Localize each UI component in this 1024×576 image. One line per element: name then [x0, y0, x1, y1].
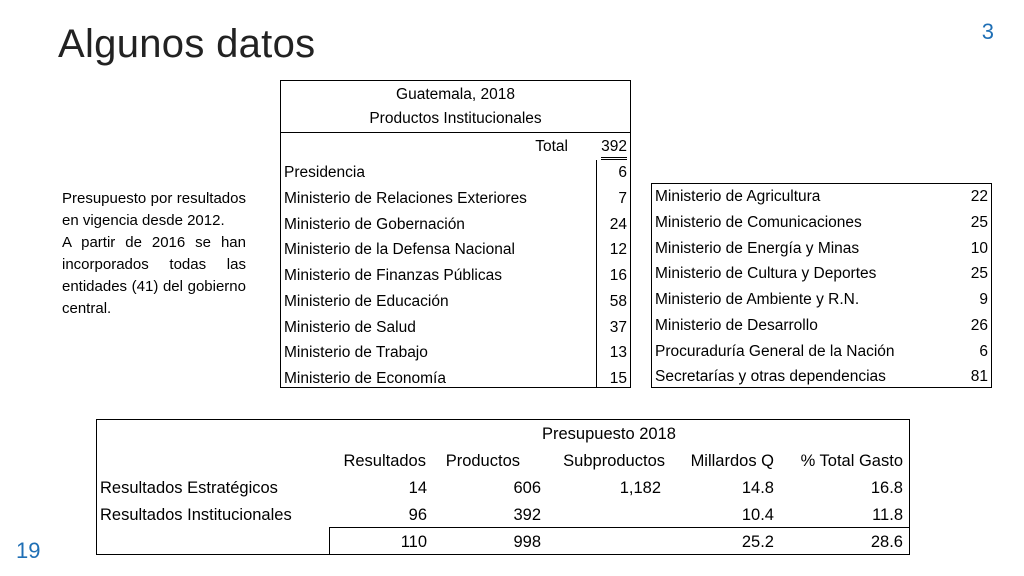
- institution-name: Ministerio de Salud: [284, 318, 416, 336]
- institution-name: Ministerio de Finanzas Públicas: [284, 267, 502, 284]
- table-title-subject: Productos Institucionales: [369, 110, 542, 127]
- product-count: 9: [979, 291, 988, 308]
- product-count: 25: [970, 213, 988, 231]
- institution-name: Ministerio de Cultura y Deportes: [655, 265, 877, 283]
- total-productos: 998: [513, 533, 541, 551]
- table-row: [652, 236, 991, 262]
- table-row: [281, 263, 596, 289]
- slide-number-bottom: 19: [16, 538, 41, 563]
- estrategicos-resultados: 14: [408, 479, 427, 497]
- value-cell: [597, 340, 630, 366]
- table-row: [652, 210, 991, 236]
- table-row: [652, 364, 991, 390]
- table-row: [652, 184, 991, 210]
- institution-name: Ministerio de Gobernación: [284, 215, 465, 233]
- total-resultados: 110: [400, 533, 427, 551]
- product-count: 12: [609, 241, 627, 259]
- institucionales-productos: 392: [513, 506, 541, 524]
- value-cell: [597, 237, 630, 263]
- product-count: 13: [609, 344, 627, 362]
- totals-border-top: [329, 527, 910, 528]
- institution-name: Ministerio de Energía y Minas: [655, 239, 860, 257]
- product-count: 22: [970, 188, 988, 205]
- totals-border-left: [329, 527, 330, 555]
- column-header-percent-gasto: % Total Gasto: [800, 452, 903, 470]
- column-header-millardos: Millardos Q: [690, 452, 774, 470]
- institution-name: Ministerio de Trabajo: [284, 344, 428, 362]
- row-label-estrategicos: Resultados Estratégicos: [100, 479, 278, 497]
- total-row: [281, 134, 630, 160]
- total-percent: 28.6: [870, 533, 903, 551]
- institution-name: Ministerio de la Defensa Nacional: [284, 241, 515, 259]
- total-value: 392: [601, 134, 627, 160]
- table-row: [281, 340, 596, 366]
- product-count: 37: [609, 318, 627, 336]
- table-row: [652, 261, 991, 287]
- institucionales-millardos: 10.4: [741, 506, 774, 524]
- value-cell: [597, 186, 630, 212]
- institucionales-percent: 11.8: [872, 506, 903, 524]
- column-header-productos: Productos: [445, 452, 520, 470]
- budget-table: [96, 419, 910, 555]
- institution-name: Procuraduría General de la Nación: [655, 342, 895, 360]
- side-note: [62, 188, 246, 320]
- note-paragraph: Presupuesto por resultados en vigencia desde 2012.: [62, 190, 246, 229]
- slide-number-top: 3: [981, 19, 994, 44]
- product-count: 15: [609, 370, 627, 387]
- table-title-country-year: Guatemala, 2018: [396, 86, 515, 103]
- budget-header: Presupuesto 2018: [542, 425, 676, 443]
- table-row: [281, 289, 596, 315]
- product-count: 6: [618, 164, 627, 181]
- column-header-resultados: Resultados: [343, 452, 426, 470]
- column-header-subproductos: Subproductos: [563, 452, 665, 470]
- product-count: 81: [970, 368, 988, 386]
- estrategicos-millardos: 14.8: [741, 479, 774, 497]
- institutional-products-table-continued: [651, 183, 992, 388]
- institution-name: Ministerio de Relaciones Exteriores: [284, 189, 527, 207]
- product-count: 10: [970, 239, 988, 257]
- table-row: [652, 313, 991, 339]
- institution-list: [281, 160, 596, 392]
- institution-name: Ministerio de Comunicaciones: [655, 213, 862, 231]
- slide-title: Algunos datos: [58, 22, 316, 66]
- institution-name: Ministerio de Educación: [284, 292, 449, 310]
- institucionales-resultados: 96: [408, 506, 427, 524]
- value-cell: [597, 263, 630, 289]
- table-row: [281, 315, 596, 341]
- value-cell: [597, 160, 630, 186]
- total-millardos: 25.2: [741, 533, 774, 551]
- institution-name: Ministerio de Ambiente y R.N.: [655, 291, 860, 308]
- value-cell: [597, 289, 630, 315]
- institution-name: Ministerio de Agricultura: [655, 188, 821, 205]
- table-row: [281, 212, 596, 238]
- row-label-institucionales: Resultados Institucionales: [100, 506, 292, 524]
- table-row: [652, 287, 991, 313]
- institution-name: Secretarías y otras dependencias: [655, 368, 886, 386]
- institution-name: Ministerio de Desarrollo: [655, 316, 818, 334]
- value-cell: [597, 212, 630, 238]
- institutional-products-table: [280, 80, 631, 388]
- total-label: Total: [535, 138, 568, 155]
- estrategicos-productos: 606: [513, 479, 541, 497]
- table-row: [281, 186, 596, 212]
- product-count: 26: [970, 316, 988, 334]
- institution-name: Ministerio de Economía: [284, 370, 446, 387]
- institution-name: Presidencia: [284, 164, 365, 181]
- value-cell: [597, 315, 630, 341]
- estrategicos-percent: 16.8: [870, 479, 903, 497]
- product-count: 25: [970, 265, 988, 283]
- product-count: 24: [609, 215, 627, 233]
- table-row: [281, 366, 596, 392]
- product-count: 58: [609, 292, 627, 310]
- institution-values: [597, 160, 630, 392]
- value-cell: [597, 366, 630, 392]
- table-header: [281, 81, 630, 133]
- product-count: 7: [618, 189, 627, 207]
- product-count: 6: [979, 342, 988, 360]
- table-row: [281, 237, 596, 263]
- estrategicos-subproductos: 1,182: [619, 479, 661, 497]
- product-count: 16: [609, 267, 627, 284]
- table-row: [281, 160, 596, 186]
- note-paragraph: A partir de 2016 se han incorporados todas las entidades (41) del gobierno central.: [62, 234, 246, 317]
- table-row: [652, 339, 991, 365]
- institution-list: [652, 184, 991, 390]
